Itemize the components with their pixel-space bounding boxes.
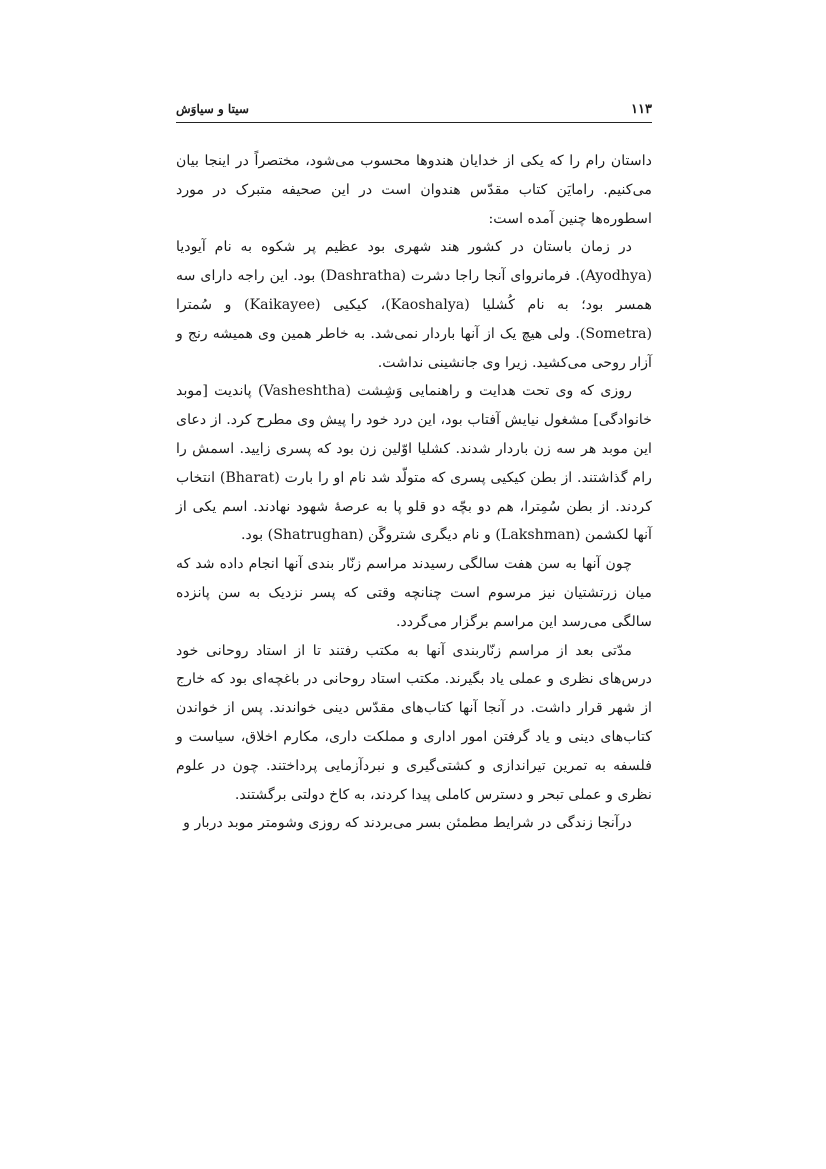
paragraph-2: در زمان باستان در کشور هند شهری بود عظیم پر شکوه به نام آیودیا (Ayodhya). فرمانروای آنجا راجا دشرت (Dashratha) بود. این راجه دارای سه همسر بود؛ به نام کُشلیا (Kaoshalya)، کیکیی (Kaikayee) و سُمترا (Sometra). ولی هیچ یک از آنها باردار نمی‌شد. به خاطر همین وی همیشه رنج و آزار روحی می‌کشید. زیرا وی جانشینی نداشت. bbox=[176, 239, 653, 371]
paragraph-5: مدّتی بعد از مراسم زنّاربندی آنها به مکتب رفتند تا از استاد روحانی خود درس‌های نظری و عملی یاد بگیرند. مکتب استاد روحانی در باغچه‌ای بود که خارج از شهر قرار داشت. در آنجا آنها کتاب‌های مقدّس دینی خواندند. پس از خواندن کتاب‌های دینی و یاد گرفتن امور اداری و مملکت داری، مکارم اخلاق، سیاست و فلسفه به تمرین تیراندازی و کشتی‌گیری و نبردآزمایی پرداختند. چون در علوم نظری و عملی تبحر و دسترس کاملی پیدا کردند، به کاخ دولتی برگشتند. bbox=[176, 642, 652, 803]
paragraph-4: چون آنها به سن هفت سالگی رسیدند مراسم زنّار بندی آنها انجام داده شد که میان زرتشتیان نیز مرسوم است چنانچه وقتی که پسر نزدیک به سن پانزده سالگی می‌رسد این مراسم برگزار می‌گردد. bbox=[176, 556, 652, 630]
page-number: ۱۱۳ bbox=[631, 102, 652, 117]
paragraph-6: درآنجا زندگی در شرایط مطمئن بسر می‌بردند که روزی وشومتر موبد دربار و bbox=[183, 815, 632, 832]
paragraph-3: روزی که وی تحت هدایت و راهنمایی وَشِشت (Vasheshtha) پاندیت [موبد خانوادگی] مشغول نیایش آفتاب بود، این درد خود را پیش وی مطرح کرد. از دعای این موبد هر سه زن باردار شدند. کشلیا اوّلین زن بود که پسری زایید. اسمش را رام گذاشتند. از بطن کیکیی پسری که متولّد شد نام او را بارت (Bharat) انتخاب کردند. از بطن سُمِترا، هم دو بچّه دو قلو پا به عرصهٔ شهود نهادند. اسم یکی از آنها لکشمن (Lakshman) و نام دیگری شتروگَن (Shatrughan) بود. bbox=[176, 383, 652, 544]
page-header bbox=[176, 96, 652, 123]
book-page bbox=[176, 96, 652, 838]
paragraph-1: داستان رام را که یکی از خدایان هندوها محسوب می‌شود، مختصراً در اینجا بیان می‌کنیم. رامایَن کتاب مقدّس هندوان است در این صحیفه متبرک در مورد اسطوره‌ها چنین آمده است: bbox=[176, 153, 652, 227]
running-title: سیتا و سیاوَش bbox=[176, 102, 249, 116]
page-body bbox=[176, 147, 652, 838]
